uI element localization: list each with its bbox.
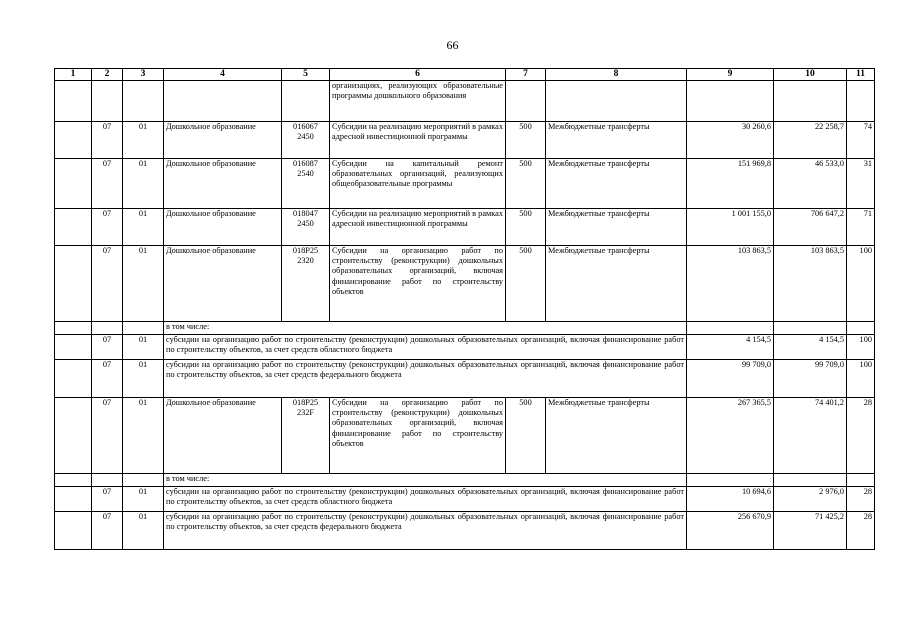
cell-actual: 4 154,5 bbox=[774, 335, 847, 360]
header-cell: 1 bbox=[55, 69, 92, 81]
header-cell: 10 bbox=[774, 69, 847, 81]
cell-description: Субсидии на организацию работ по строительству (реконструкции) дошкольных образовательных организаций, включая финансирование работ по строительству объектов bbox=[330, 246, 506, 322]
cell-col1 bbox=[55, 209, 92, 246]
table-row bbox=[55, 398, 875, 474]
cell-subsection bbox=[123, 81, 164, 122]
cell-actual bbox=[774, 474, 847, 487]
table-row bbox=[55, 246, 875, 322]
cell-plan: 151 969,8 bbox=[687, 159, 774, 209]
cell-percent: 31 bbox=[847, 159, 875, 209]
cell-section: 07 bbox=[92, 360, 123, 398]
cell-section bbox=[92, 322, 123, 335]
cell-percent bbox=[847, 81, 875, 122]
subtotal-label-row bbox=[55, 474, 875, 487]
cell-section: 07 bbox=[92, 159, 123, 209]
cell-expense-name: Межбюджетные трансферты bbox=[546, 122, 687, 159]
cell-section: 07 bbox=[92, 398, 123, 474]
table-body bbox=[55, 69, 875, 550]
cell-percent: 71 bbox=[847, 209, 875, 246]
cell-name: Дошкольное образование bbox=[164, 159, 282, 209]
table-row bbox=[55, 122, 875, 159]
cell-actual: 22 258,7 bbox=[774, 122, 847, 159]
cell-expense-type: 500 bbox=[506, 209, 546, 246]
cell-section: 07 bbox=[92, 512, 123, 550]
cell-description: Субсидии на организацию работ по строительству (реконструкции) дошкольных образовательных организаций, включая финансирование работ по строительству объектов bbox=[330, 398, 506, 474]
budget-table bbox=[54, 68, 875, 550]
cell-plan: 103 863,5 bbox=[687, 246, 774, 322]
cell-percent: 74 bbox=[847, 122, 875, 159]
cell-actual: 74 401,2 bbox=[774, 398, 847, 474]
cell-actual: 46 533,0 bbox=[774, 159, 847, 209]
cell-percent: 28 bbox=[847, 398, 875, 474]
cell-actual: 99 709,0 bbox=[774, 360, 847, 398]
cell-col1 bbox=[55, 81, 92, 122]
cell-name: Дошкольное образование bbox=[164, 246, 282, 322]
cell-name: Дошкольное образование bbox=[164, 122, 282, 159]
header-cell: 8 bbox=[546, 69, 687, 81]
cell-subsection: 01 bbox=[123, 398, 164, 474]
sub-row bbox=[55, 487, 875, 512]
cell-plan: 256 670,9 bbox=[687, 512, 774, 550]
cell-target-code bbox=[282, 81, 330, 122]
cell-target-code: 018047 2450 bbox=[282, 209, 330, 246]
cell-col1 bbox=[55, 398, 92, 474]
cell-percent: 28 bbox=[847, 512, 875, 550]
cell-plan: 30 260,6 bbox=[687, 122, 774, 159]
cell-subsection: 01 bbox=[123, 246, 164, 322]
cell-section: 07 bbox=[92, 209, 123, 246]
cell-plan: 99 709,0 bbox=[687, 360, 774, 398]
cell-col1 bbox=[55, 487, 92, 512]
cell-actual: 706 647,2 bbox=[774, 209, 847, 246]
cell-subsection: 01 bbox=[123, 159, 164, 209]
header-cell: 3 bbox=[123, 69, 164, 81]
cell-expense-type: 500 bbox=[506, 398, 546, 474]
cell-col1 bbox=[55, 159, 92, 209]
cell-description: организациях, реализующих образовательные программы дошкольного образования bbox=[330, 81, 506, 122]
cell-target-code: 018P25 232F bbox=[282, 398, 330, 474]
cell-percent: 100 bbox=[847, 360, 875, 398]
cell-percent: 100 bbox=[847, 246, 875, 322]
cell-col1 bbox=[55, 474, 92, 487]
page-number: 66 bbox=[446, 38, 459, 52]
cell-section: 07 bbox=[92, 246, 123, 322]
cell-sub-description: субсидии на организацию работ по строительству (реконструкции) дошкольных образовательных организаций, включая финансирование работ по строительству объектов, за счет средств федерального бюджета bbox=[164, 512, 687, 550]
cell-percent bbox=[847, 474, 875, 487]
cell-section: 07 bbox=[92, 335, 123, 360]
cell-plan: 267 365,5 bbox=[687, 398, 774, 474]
cell-col1 bbox=[55, 122, 92, 159]
cell-subsection: 01 bbox=[123, 122, 164, 159]
header-cell: 5 bbox=[282, 69, 330, 81]
cell-name: Дошкольное образование bbox=[164, 209, 282, 246]
cell-actual bbox=[774, 81, 847, 122]
table-row bbox=[55, 159, 875, 209]
cell-expense-type: 500 bbox=[506, 159, 546, 209]
cell-expense-name: Межбюджетные трансферты bbox=[546, 209, 687, 246]
cell-col1 bbox=[55, 246, 92, 322]
cell-subsection: 01 bbox=[123, 360, 164, 398]
subtotal-label-row bbox=[55, 322, 875, 335]
cell-col1 bbox=[55, 322, 92, 335]
cell-target-code: 016067 2450 bbox=[282, 122, 330, 159]
header-cell: 2 bbox=[92, 69, 123, 81]
cell-description: Субсидии на реализацию мероприятий в рамках адресной инвестиционной программы bbox=[330, 209, 506, 246]
cell-section bbox=[92, 474, 123, 487]
cell-including-label: в том числе: bbox=[164, 322, 687, 335]
table-row bbox=[55, 209, 875, 246]
cell-subsection: 01 bbox=[123, 487, 164, 512]
cell-subsection bbox=[123, 322, 164, 335]
cell-actual: 2 976,0 bbox=[774, 487, 847, 512]
cell-plan bbox=[687, 322, 774, 335]
cell-subsection bbox=[123, 474, 164, 487]
header-cell: 4 bbox=[164, 69, 282, 81]
cell-sub-description: субсидии на организацию работ по строительству (реконструкции) дошкольных образовательных организаций, включая финансирование работ по строительству объектов, за счет средств областного бюджета bbox=[164, 487, 687, 512]
cell-plan: 1 001 155,0 bbox=[687, 209, 774, 246]
cell-subsection: 01 bbox=[123, 512, 164, 550]
sub-row bbox=[55, 360, 875, 398]
cell-plan bbox=[687, 81, 774, 122]
sub-row bbox=[55, 512, 875, 550]
table-row bbox=[55, 81, 875, 122]
cell-actual: 71 425,2 bbox=[774, 512, 847, 550]
cell-col1 bbox=[55, 360, 92, 398]
cell-target-code: 016087 2540 bbox=[282, 159, 330, 209]
cell-plan: 4 154,5 bbox=[687, 335, 774, 360]
cell-target-code: 018P25 2320 bbox=[282, 246, 330, 322]
cell-expense-name: Межбюджетные трансферты bbox=[546, 398, 687, 474]
cell-expense-type bbox=[506, 81, 546, 122]
cell-including-label: в том числе: bbox=[164, 474, 687, 487]
cell-description: Субсидии на реализацию мероприятий в рамках адресной инвестиционной программы bbox=[330, 122, 506, 159]
cell-expense-type: 500 bbox=[506, 122, 546, 159]
cell-percent: 100 bbox=[847, 335, 875, 360]
header-row bbox=[55, 69, 875, 81]
header-cell: 11 bbox=[847, 69, 875, 81]
header-cell: 7 bbox=[506, 69, 546, 81]
cell-section: 07 bbox=[92, 487, 123, 512]
cell-sub-description: субсидии на организацию работ по строительству (реконструкции) дошкольных образовательных организаций, включая финансирование работ по строительству объектов, за счет средств федерального бюджета bbox=[164, 360, 687, 398]
sub-row bbox=[55, 335, 875, 360]
cell-subsection: 01 bbox=[123, 209, 164, 246]
cell-plan bbox=[687, 474, 774, 487]
cell-description: Субсидии на капитальный ремонт образовательных организаций, реализующих общеобразовательные программы bbox=[330, 159, 506, 209]
cell-section: 07 bbox=[92, 122, 123, 159]
header-cell: 6 bbox=[330, 69, 506, 81]
cell-name bbox=[164, 81, 282, 122]
cell-actual bbox=[774, 322, 847, 335]
cell-percent: 28 bbox=[847, 487, 875, 512]
cell-col1 bbox=[55, 512, 92, 550]
cell-expense-name: Межбюджетные трансферты bbox=[546, 159, 687, 209]
cell-col1 bbox=[55, 335, 92, 360]
cell-expense-name: Межбюджетные трансферты bbox=[546, 246, 687, 322]
cell-expense-type: 500 bbox=[506, 246, 546, 322]
cell-subsection: 01 bbox=[123, 335, 164, 360]
cell-percent bbox=[847, 322, 875, 335]
cell-section bbox=[92, 81, 123, 122]
cell-name: Дошкольное образование bbox=[164, 398, 282, 474]
header-cell: 9 bbox=[687, 69, 774, 81]
cell-expense-name bbox=[546, 81, 687, 122]
cell-actual: 103 863,5 bbox=[774, 246, 847, 322]
cell-plan: 10 694,6 bbox=[687, 487, 774, 512]
cell-sub-description: субсидии на организацию работ по строительству (реконструкции) дошкольных образовательных организаций, включая финансирование работ по строительству объектов, за счет средств областного бюджета bbox=[164, 335, 687, 360]
